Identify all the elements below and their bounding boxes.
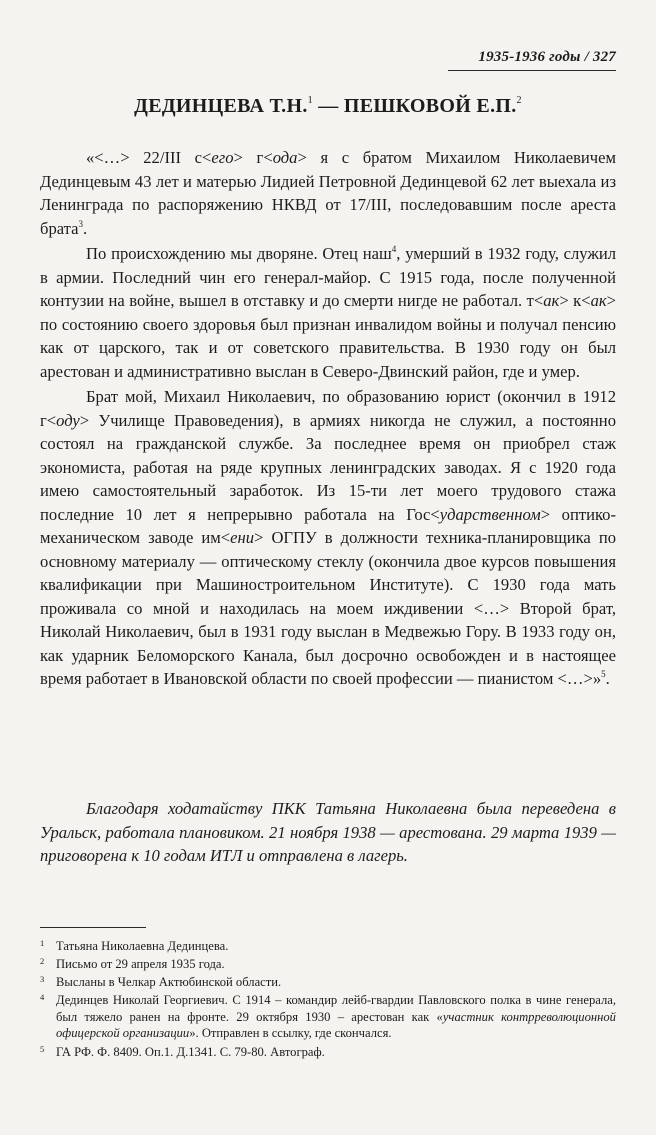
text-run: , умерший в 1932 году, служил в армии. Последний чин его генерал-майор. С 1915 года, после полученной контузии на войне, вышел в отставку и до смерти нигде не работал. т< [40, 244, 616, 310]
footnote-number: 3 [40, 974, 45, 985]
text-run: > г< [233, 148, 273, 167]
footnote-italic-quote: участник контрреволюционной офицерской организации [56, 1009, 616, 1041]
text-run: > я с братом Михаилом Николаевичем Дединцевым 43 лет и матерью Лидией Петровной Дединцевой 62 лет выехала из Ленинграда по распоряжению НКВД от 17/III, последовавшим после ареста брата [40, 148, 616, 238]
text-run: . [605, 669, 610, 688]
editorial-insertion: ода [272, 148, 298, 167]
text-run: > оптико-механическом заводе им< [40, 504, 617, 547]
footnote-5 [40, 1044, 616, 1061]
editorial-insertion: ак [590, 291, 607, 310]
footnote-ref-1[interactable]: 1 [307, 95, 313, 106]
letter-paragraph-3 [40, 385, 616, 691]
footnotes [40, 938, 616, 1062]
footnote-2 [40, 956, 616, 973]
footnote-1 [40, 938, 616, 955]
footnote-number: 4 [40, 992, 45, 1003]
footnote-text: Дединцев Николай Георгиевич. С 1914 – командир лейб-гвардии Павловского полка в чине генерала, был тяжело ранен на фронте. 29 октября 1930 – арестован как « [56, 993, 616, 1024]
text-run: По происхождению мы дворяне. Отец наш [86, 244, 392, 263]
footnote-ref-2[interactable]: 2 [516, 95, 522, 106]
title-separator: — [312, 95, 344, 117]
footnote-3 [40, 974, 616, 991]
letter-paragraph-2 [40, 242, 616, 383]
text-run: > по состоянию своего здоровья был признан инвалидом войны и получал пенсию как от царского, так и от советского правительства. В 1930 году он был арестован и административно выслан в Северо-Двинский район, где и умер. [40, 291, 616, 381]
title-recipient: ПЕШКОВОЙ Е.П. [343, 95, 517, 117]
footnote-text: Татьяна Николаевна Дединцева. [56, 939, 229, 953]
footnote-number: 5 [40, 1043, 45, 1054]
footnote-text: Письмо от 29 апреля 1935 года. [56, 957, 225, 972]
footnote-text-end: ». Отправлен в ссылку, где скончался. [189, 1026, 392, 1041]
footnote-text: Высланы в Челкар Актюбинской области. [56, 975, 282, 990]
text-run: > ОГПУ в должности техника-планировщика по основному материалу — оптическому стеклу (окончила двое курсов повышения квалификации при Машиностроительном Институте). С 1930 года мать проживала со мной и находилась на моем иждивении <…> Второй брат, Николай Николаевич, был в 1931 году выслан в Медвежью Гору. В 1933 году он, как ударник Беломорского Канала, был досрочно освобожден и в настоящее время работает в Ивановской области по своей профессии — пианистом <…>» [40, 528, 616, 688]
editorial-insertion: ударственном [439, 504, 541, 524]
letter-paragraph-1 [40, 146, 616, 240]
letter-body [40, 146, 616, 691]
text-run: > Училище Правоведения), в армиях никогда не служил, а постоянно состоял на гражданской службе. За последнее время он приобрел стаж экономиста, работая на ряде крупных ленинградских заводах. Я с 1920 года имею самостоятельный заработок. Из 15-ти лет моего трудового стажа последние 10 лет я непрерывно работала на Гос< [40, 410, 616, 524]
header-rule [448, 70, 616, 71]
editorial-insertion: его [211, 148, 234, 167]
text-run: . [83, 218, 88, 238]
footnote-number: 1 [40, 938, 45, 948]
footnote-rule [40, 927, 146, 928]
footnote-ref-5[interactable]: 5 [601, 669, 606, 679]
footnote-ref-4[interactable]: 4 [391, 244, 397, 254]
running-header: 1935-1936 годы / 327 [478, 49, 616, 65]
letter-title [0, 95, 656, 118]
editorial-insertion: оду [56, 410, 80, 430]
footnote-text: ГА РФ. Ф. 8409. Оп.1. Д.1341. С. 79-80. Автограф. [56, 1044, 325, 1059]
editorial-insertion: ени [230, 528, 255, 547]
footnote-4 [40, 992, 616, 1042]
title-sender: ДЕДИНЦЕВА Т.Н. [134, 95, 308, 117]
text-run: > к< [559, 291, 591, 310]
text-run: «<…> 22/III с< [86, 148, 212, 167]
footnote-ref-3[interactable]: 3 [78, 218, 83, 229]
footnote-number: 2 [40, 956, 45, 967]
text-run: Брат мой, Михаил Николаевич, по образованию юрист (окончил в 1912 г< [40, 387, 616, 430]
editor-note: Благодаря ходатайству ПКК Татьяна Николаевна была переведена в Уральск, работала плановиком. 21 ноября 1938 — арестована. 29 марта 1939 — приговорена к 10 годам ИТЛ и отправлена в лагерь. [40, 799, 616, 865]
editorial-insertion: ак [543, 291, 560, 310]
